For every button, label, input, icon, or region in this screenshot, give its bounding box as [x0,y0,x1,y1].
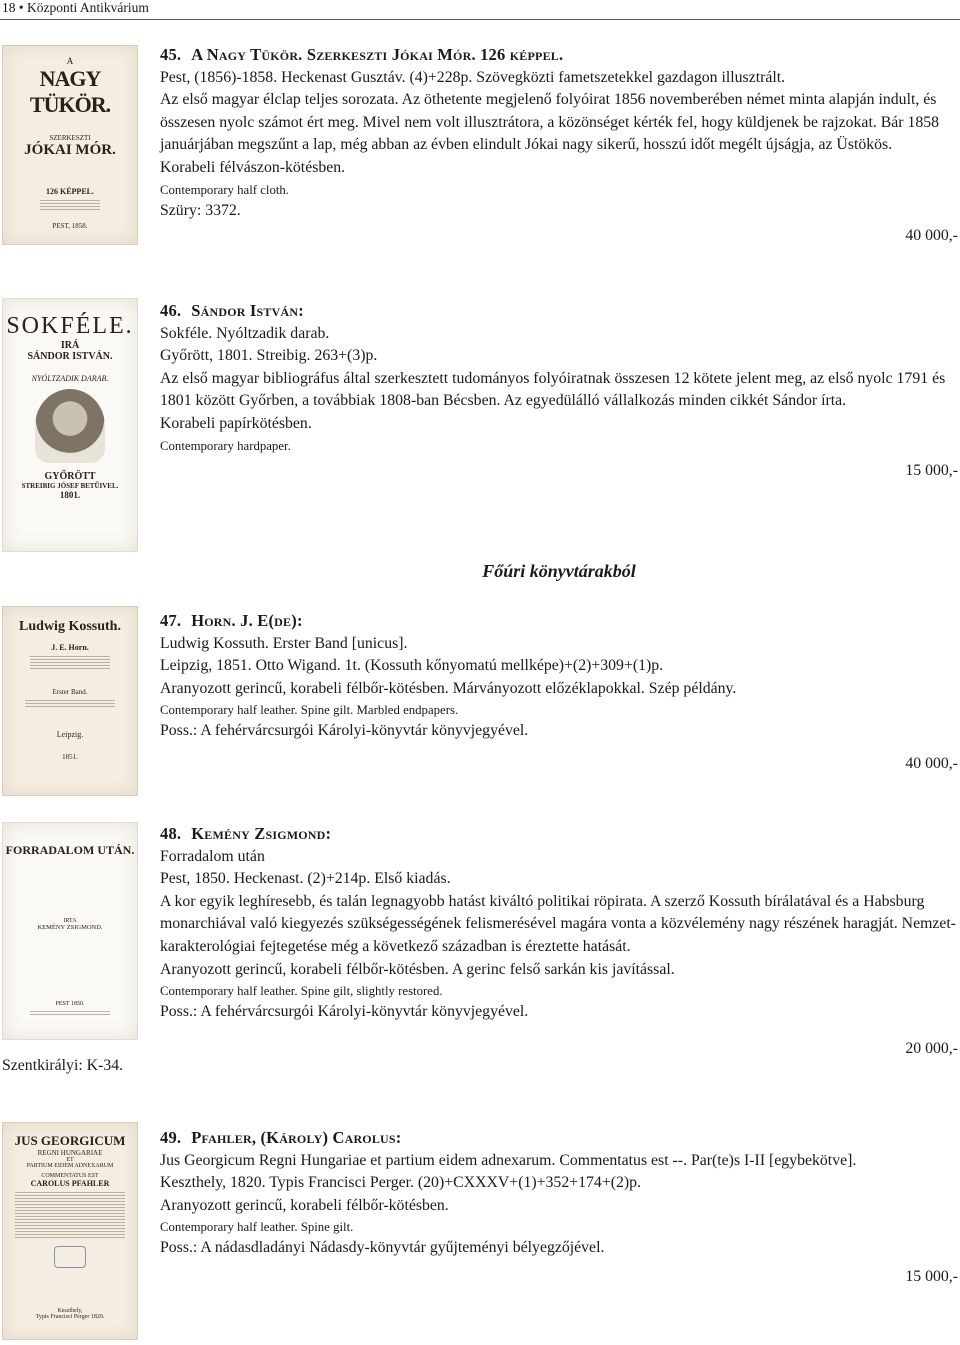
entry-title: Forradalom után [160,847,265,865]
entry-heading [160,1127,958,1150]
cover-text: JUS GEORGICUM [14,1133,126,1148]
cover-text: 1851. [62,753,78,761]
entry-author: Sándor István: [191,301,304,320]
side-caption: Szentkirályi: K-34. [2,1057,124,1074]
book-cover-image-45 [2,45,138,245]
entry-number: 48. [160,824,182,843]
entry-heading [160,823,958,846]
entry-binding-english: Contemporary half leather. Spine gilt. [160,1220,354,1235]
cover-text: JÓKAI MÓR. [24,142,116,158]
cover-text: SOKFÉLE. [6,313,134,339]
cover-text: SZERKESZTI [49,134,91,142]
catalog-entry-49 [160,1127,958,1289]
entry-imprint: Győrött, 1801. Streibig. 263+(3)p. [160,347,378,365]
entry-imprint: Pest, 1850. Heckenast. (2)+214p. Első kiadás. [160,870,451,888]
cover-text: REGNI HUNGARIAE [37,1149,103,1157]
entry-heading [160,300,958,323]
entry-price: 15 000,- [905,461,958,479]
cover-text: Typis Francisci Perger 1820. [35,1314,105,1320]
entry-price: 40 000,- [905,754,958,772]
cover-text: COMMENTATUS EST [41,1173,99,1179]
cover-text: IRÁ [60,340,80,351]
ornament-vignette [35,389,105,463]
publisher-name: Központi Antikvárium [26,0,149,15]
running-head [0,0,960,20]
entry-author: A Nagy Tükör. Szerkeszti Jókai Mór. 126 képpel. [191,45,564,64]
small-print [15,1192,125,1238]
page-number: 18 [2,0,16,15]
entry-description: A kor egyik leghíresebb, és talán legnagyobb hatást kiváltó politikai röpirata. A szerző Kossuth bírálatával és a Habsburg monarchiával való kiegyezés szükségességének felismerésével magára vonta a közvélemény nagy részének haragját. Nemzet-karakterológiai fejtegetése még a következő században is éreztette hatását. [160,892,957,955]
library-stamp [54,1246,86,1268]
cover-text: Ludwig Kossuth. [19,619,121,634]
entry-imprint: Leipzig, 1851. Otto Wigand. 1t. (Kossuth kőnyomatú mellképe)+(2)+309+(1)p. [160,657,664,675]
catalog-entry-45 [160,44,958,248]
cover-text: STREIBIG JÓSEF BETŰIVEL. [21,482,119,490]
entry-binding: Korabeli félvászon-kötésben. [160,158,346,176]
cover-text: NAGY TÜKÖR. [29,66,111,117]
cover-text: KEMÉNY ZSIGMOND. [37,924,103,931]
entry-binding: Aranyozott gerincű, korabeli félbőr-kötésben. A gerinc felső sarkán kis javítással. [160,960,675,978]
entry-description: Az első magyar élclap teljes sorozata. Az öthetente megjelenő folyóirat 1856 novemberében német minta alapján indult, és összesen nyolc számot ért meg. Mivel nem volt illusztrátora, a közönséget kérték fel, hogy küldjenek be rajzokat. Bár 1858 januárjában megszűnt a lap, még abban az évben elindult Jókai nagy sikerű, hosszú időt megélt újságja, az Üstökös. [160,91,940,154]
entry-number: 46. [160,301,182,320]
entry-title: Jus Georgicum Regni Hungariae et partium eidem adnexarum. Commentatus est --. Par(te)s I-II [egybekötve]. [160,1151,857,1169]
cover-text: 126 KÉPPEL. [45,187,94,196]
entry-author: Pfahler, (Károly) Carolus: [191,1128,402,1147]
cover-text: GYŐRÖTT [44,471,96,482]
cover-text: ET [66,1157,74,1163]
catalog-entry-46 [160,300,958,482]
entry-imprint: Keszthely, 1820. Typis Francisci Perger. (20)+CXXXV+(1)+352+174+(2)p. [160,1174,642,1192]
entry-price: 40 000,- [905,227,958,245]
cover-text: SÁNDOR ISTVÁN. [27,351,113,362]
entry-author: Kemény Zsigmond: [191,824,332,843]
small-print [30,656,110,670]
entry-provenance: Poss.: A fehérvárcsurgói Károlyi-könyvtár könyvjegyével. [160,722,529,740]
entry-binding-english: Contemporary hardpaper. [160,438,291,453]
cover-text: Erster Band. [52,688,88,696]
entry-provenance: Poss.: A nádasdladányi Nádasdy-könyvtár gyűjteményi bélyegzőjével. [160,1239,605,1257]
cover-text: 1801. [59,490,81,500]
entry-price: 15 000,- [905,1267,958,1285]
book-cover-image-48 [2,822,138,1040]
book-cover-image-47 [2,606,138,796]
entry-provenance: Poss.: A fehérvárcsurgói Károlyi-könyvtár könyvjegyével. [160,1003,529,1021]
entry-reference: Szüry: 3372. [160,201,241,219]
entry-binding-english: Contemporary half cloth. [160,182,289,197]
book-cover-image-49 [2,1122,138,1340]
entry-author: Horn. J. E(de): [191,611,303,630]
book-cover-image-46 [2,298,138,552]
cover-text: Keszthely, [57,1308,83,1314]
cover-text: A [66,56,74,66]
cover-text: PEST 1850. [55,1001,85,1007]
small-print [25,700,115,708]
entry-binding: Korabeli papírkötésben. [160,414,312,432]
entry-number: 47. [160,611,182,630]
entry-description: Az első magyar bibliográfus által szerkesztett tudományos folyóiratnak összesen 12 kötete jelent meg, az első nyolc 1791 és 1801 között Győrben, a továbbiak 1808-ban Bécsben. Az egyedülálló vállalkozás minden cikkét Sándor írta. [160,369,946,410]
entry-number: 49. [160,1128,182,1147]
cover-text: NYÓLTZADIK DARAB. [31,374,109,383]
cover-text: CAROLUS PFAHLER [30,1179,110,1188]
cover-text: PEST, 1858. [52,222,88,230]
entry-binding: Aranyozott gerincű, korabeli félbőr-kötésben. [160,1196,449,1214]
catalog-entry-48 [160,823,958,1060]
entry-binding: Aranyozott gerincű, korabeli félbőr-kötésben. Márványozott előzéklapokkal. Szép példány. [160,679,737,697]
section-title: Főúri könyvtárakból [482,561,636,581]
entry-price: 20 000,- [905,1039,958,1057]
entry-binding-english: Contemporary half leather. Spine gilt. Marbled endpapers. [160,703,459,718]
signature-mark [40,200,100,212]
cover-text: IRTA [63,918,77,924]
entry-binding-english: Contemporary half leather. Spine gilt, slightly restored. [160,984,443,999]
catalog-entry-47 [160,610,958,776]
entry-heading [160,44,958,67]
cover-text: J. E. Horn. [51,643,89,652]
entry-number: 45. [160,45,182,64]
cover-text: Leipzig. [56,730,84,739]
small-print [30,1011,110,1015]
cover-text: FORRADALOM UTÁN. [5,843,135,857]
entry-title: Ludwig Kossuth. Erster Band [unicus]. [160,634,408,652]
entry-heading [160,610,958,633]
entry-title: Sokféle. Nyóltzadik darab. [160,324,330,342]
bullet: • [18,0,24,15]
entry-imprint: Pest, (1856)-1858. Heckenast Gusztáv. (4)+228p. Szövegközti fametszetekkel gazdagon illusztrált. [160,68,786,86]
cover-text: PARTIUM EIDEM ADNEXARUM [26,1163,114,1169]
